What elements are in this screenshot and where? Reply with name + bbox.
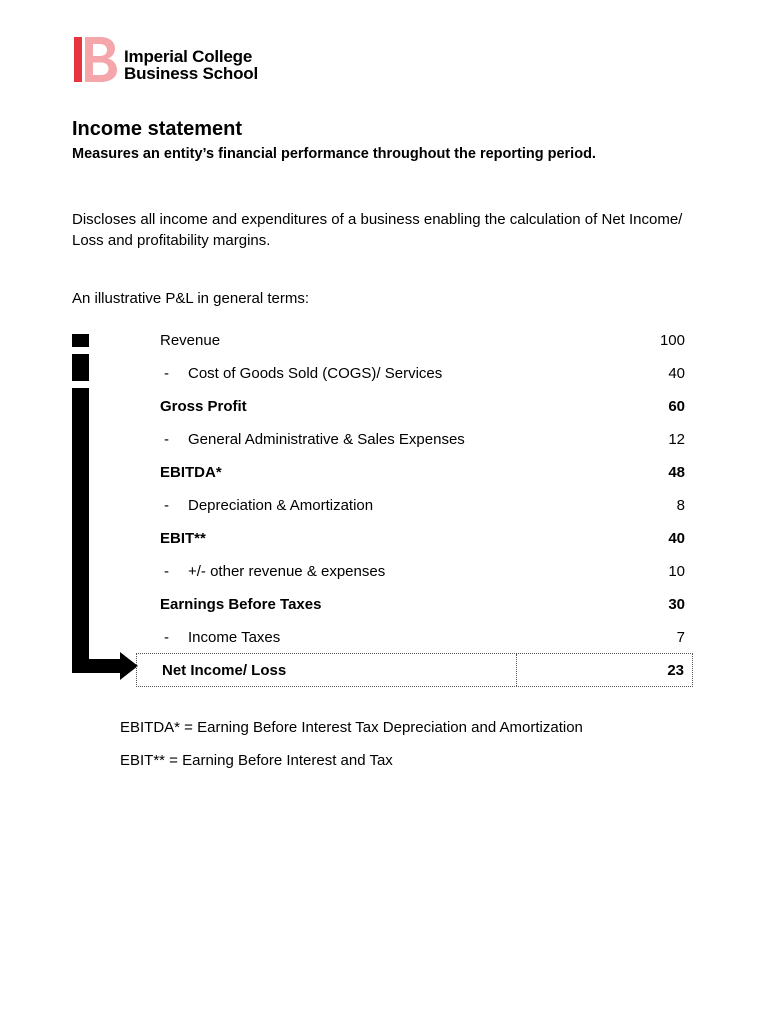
pl-row-ebit xyxy=(136,521,693,554)
pl-value: 100 xyxy=(659,332,685,349)
logo-line-1: Imperial College xyxy=(124,47,253,66)
pl-dash: - xyxy=(164,431,169,448)
pl-row-ga-expenses xyxy=(136,422,693,455)
note-ebitda: EBITDA* = Earning Before Interest Tax Depreciation and Amortization xyxy=(120,719,583,736)
pl-table xyxy=(136,323,693,687)
pl-value: 40 xyxy=(668,530,685,547)
page-subtitle: Measures an entity’s financial performance throughout the reporting period. xyxy=(72,146,596,162)
pl-label: General Administrative & Sales Expenses xyxy=(188,431,465,448)
pl-row-cogs xyxy=(136,356,693,389)
pl-label: EBITDA* xyxy=(160,464,222,481)
page-title: Income statement xyxy=(72,118,243,140)
pl-dash: - xyxy=(164,629,169,646)
pl-value: 10 xyxy=(668,563,685,580)
pl-value: 30 xyxy=(668,596,685,613)
pl-dash: - xyxy=(164,365,169,382)
logo-line-2: Business School xyxy=(124,64,258,83)
pl-row-other xyxy=(136,554,693,587)
pl-row-income-taxes xyxy=(136,620,693,653)
pl-label: Gross Profit xyxy=(160,398,247,415)
pl-row-net-income xyxy=(136,653,693,687)
pl-label: Depreciation & Amortization xyxy=(188,497,374,514)
pl-value: 23 xyxy=(667,662,684,679)
pl-row-ebt xyxy=(136,587,693,620)
pl-value: 12 xyxy=(668,431,685,448)
description-paragraph: Discloses all income and expenditures of a business enabling the calculation of Net Income/ Loss and profitability margins. xyxy=(72,211,683,249)
pl-label: Income Taxes xyxy=(188,629,281,646)
pl-value: 40 xyxy=(668,365,685,382)
pl-value: 7 xyxy=(676,629,685,646)
cell-divider xyxy=(516,654,517,686)
pl-row-ebitda xyxy=(136,455,693,488)
pl-label: Earnings Before Taxes xyxy=(160,596,322,613)
pl-label: Cost of Goods Sold (COGS)/ Services xyxy=(188,365,443,382)
note-ebit: EBIT** = Earning Before Interest and Tax xyxy=(120,752,393,769)
pl-label: EBIT** xyxy=(160,530,206,547)
flow-arrow-icon xyxy=(72,334,144,684)
pl-label: +/- other revenue & expenses xyxy=(188,563,386,580)
pl-row-depreciation xyxy=(136,488,693,521)
pl-value: 8 xyxy=(676,497,685,514)
pl-value: 60 xyxy=(668,398,685,415)
pl-row-revenue xyxy=(136,323,693,356)
pl-label: Revenue xyxy=(160,332,221,349)
pl-intro: An illustrative P&L in general terms: xyxy=(72,290,310,307)
pl-label: Net Income/ Loss xyxy=(162,662,287,679)
pl-value: 48 xyxy=(668,464,685,481)
imperial-b-logo-icon xyxy=(74,37,118,82)
logo-text xyxy=(124,48,258,82)
footnotes xyxy=(120,718,583,784)
pl-row-gross-profit xyxy=(136,389,693,422)
pl-dash: - xyxy=(164,497,169,514)
pl-dash: - xyxy=(164,563,169,580)
